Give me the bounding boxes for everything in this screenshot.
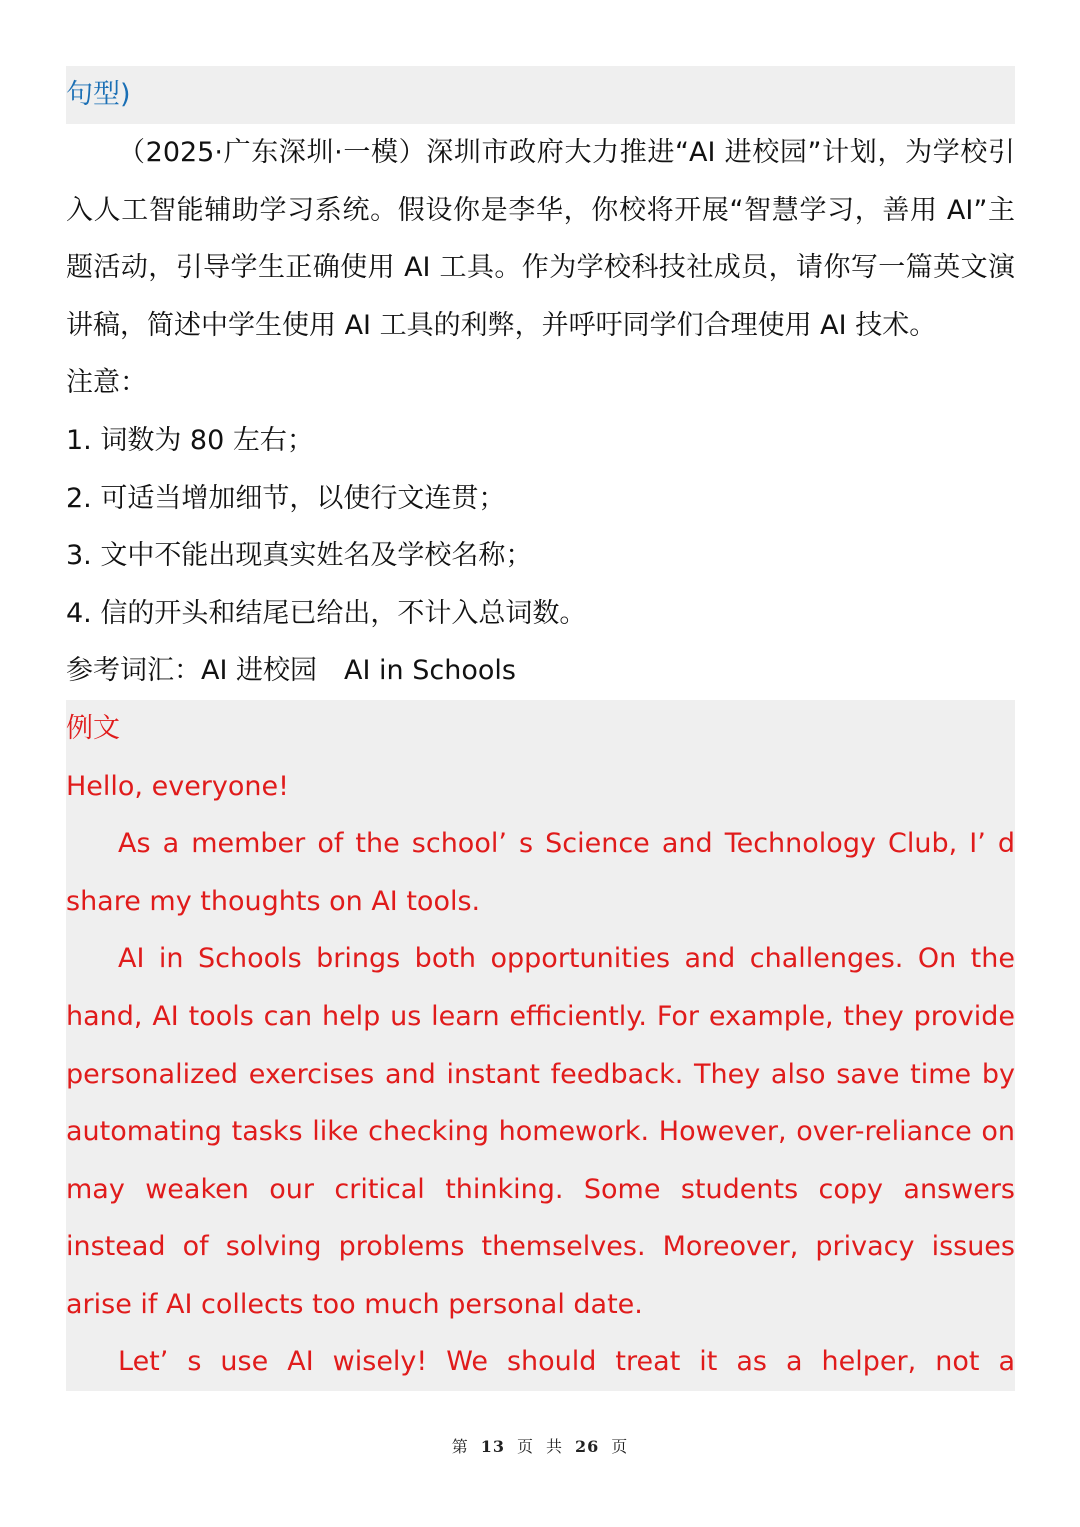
footer-prefix: 第 xyxy=(451,1437,469,1456)
section-heading-fragment: 句型) xyxy=(66,66,1015,124)
essay-line: instead of solving problems themselves. Moreover, privacy issues xyxy=(66,1231,1015,1263)
note-item: 2. 可适当增加细节，以使行文连贯； xyxy=(66,482,506,514)
footer-page-number: 13 xyxy=(480,1437,505,1456)
footer-total-pages: 26 xyxy=(575,1437,600,1456)
prompt-line: 入人工智能辅助学习系统。假设你是李华，你校将开展“智慧学习，善用 AI”主 xyxy=(66,194,1015,226)
essay-line: hand, AI tools can help us learn efficiently. For example, they provide xyxy=(66,1000,1015,1032)
page-content xyxy=(66,66,1015,1391)
essay-line: automating tasks like checking homework. However, over-reliance on xyxy=(66,1116,1015,1148)
example-essay xyxy=(66,700,1015,1391)
essay-line: AI in Schools brings both opportunities and challenges. On the xyxy=(118,943,1015,975)
footer-suffix: 页 xyxy=(611,1437,629,1456)
essay-line: personalized exercises and instant feedback. They also save time by xyxy=(66,1058,1015,1090)
question-prompt xyxy=(66,124,1015,700)
prompt-line: 题活动，引导学生正确使用 AI 工具。作为学校科技社成员，请你写一篇英文演 xyxy=(66,252,1015,284)
essay-line: share my thoughts on AI tools. xyxy=(66,885,481,917)
note-item: 1. 词数为 80 左右； xyxy=(66,424,314,456)
notes-label: 注意： xyxy=(66,367,147,399)
essay-greeting: Hello, everyone! xyxy=(66,770,289,802)
prompt-line: 讲稿，简述中学生使用 AI 工具的利弊，并呼吁同学们合理使用 AI 技术。 xyxy=(66,309,937,341)
essay-line: As a member of the school’ s Science and Technology Club, I’ d xyxy=(118,828,1015,860)
page-footer xyxy=(0,1434,1080,1457)
note-item: 4. 信的开头和结尾已给出，不计入总词数。 xyxy=(66,597,587,629)
footer-page-word: 页 xyxy=(516,1437,534,1456)
prompt-line: （2025·广东深圳·一模）深圳市政府大力推进“AI 进校园”计划，为学校引 xyxy=(118,137,1015,168)
example-label: 例文 xyxy=(66,712,120,744)
essay-line: may weaken our critical thinking. Some students copy answers xyxy=(66,1173,1015,1205)
footer-total-word: 共 xyxy=(546,1437,564,1456)
vocab-reference: 参考词汇：AI 进校园 AI in Schools xyxy=(66,655,516,687)
note-item: 3. 文中不能出现真实姓名及学校名称； xyxy=(66,540,533,572)
essay-line: arise if AI collects too much personal date. xyxy=(66,1288,643,1320)
essay-line: Let’ s use AI wisely! We should treat it as a helper, not a xyxy=(118,1346,1015,1378)
